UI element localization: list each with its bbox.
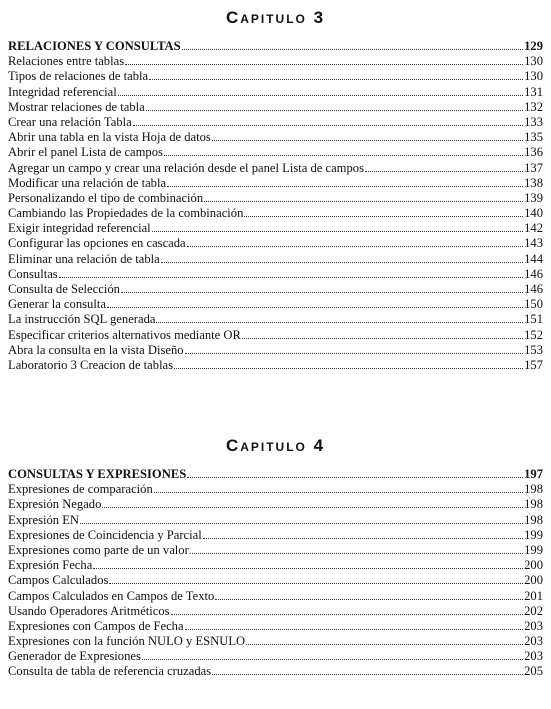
dot-leader: [164, 155, 523, 156]
toc-entry-title: Integridad referencial: [8, 84, 117, 99]
toc-entry: [8, 558, 543, 573]
dot-leader: [154, 492, 523, 493]
toc-entry-page-number: 138: [524, 175, 543, 190]
toc-entry-title: Configurar las opciones en cascada: [8, 236, 186, 251]
dot-leader: [174, 368, 523, 369]
toc-entry-title: Laboratorio 3 Creacion de tablas: [8, 357, 174, 372]
toc-entry-page-number: 201: [524, 588, 543, 603]
dot-leader: [93, 568, 523, 569]
chapter-3-toc: [8, 39, 543, 373]
dot-leader: [102, 507, 523, 508]
dot-leader: [365, 171, 523, 172]
toc-entry: [8, 664, 543, 679]
toc-entry: [8, 267, 543, 282]
toc-entry-title: Usando Operadores Aritméticos: [8, 603, 170, 618]
toc-entry-page-number: 130: [524, 54, 543, 69]
toc-entry-title: Campos Calculados en Campos de Texto: [8, 588, 215, 603]
chapter-4-title: Capitulo 4: [225, 436, 326, 455]
dot-leader: [167, 186, 523, 187]
toc-entry-title: Crear una relación Tabla: [8, 114, 132, 129]
chapter-3-section: [8, 8, 543, 373]
toc-entry: [8, 589, 543, 604]
chapter-3-title: Capitulo 3: [225, 8, 326, 27]
toc-entry: [8, 604, 543, 619]
dot-leader: [118, 95, 523, 96]
toc-entry-title: Agregar un campo y crear una relación desde el panel Lista de campos: [8, 160, 364, 175]
toc-entry-page-number: 198: [524, 512, 543, 527]
toc-entry: [8, 328, 543, 343]
toc-entry-title: Expresión EN: [8, 512, 79, 527]
dot-leader: [80, 523, 523, 524]
toc-entry-page-number: 133: [524, 114, 543, 129]
toc-entry-title: Relaciones entre tablas: [8, 54, 125, 69]
toc-section-heading: [8, 467, 543, 482]
toc-entry: [8, 282, 543, 297]
dot-leader: [185, 629, 524, 630]
toc-entry-title: Expresiones de Coincidencia y Parcial: [8, 527, 202, 542]
toc-entry-page-number: 137: [524, 160, 543, 175]
toc-entry: [8, 343, 543, 358]
toc-entry: [8, 236, 543, 251]
toc-entry: [8, 528, 543, 543]
toc-entry-page-number: 157: [524, 357, 543, 372]
dot-leader: [215, 599, 523, 600]
toc-entry-title: Generador de Expresiones: [8, 649, 141, 664]
toc-entry: [8, 115, 543, 130]
chapter-4-section: [8, 436, 543, 680]
dot-leader: [109, 583, 523, 584]
toc-entry: [8, 191, 543, 206]
toc-entry-page-number: 203: [524, 649, 543, 664]
toc-entry: [8, 358, 543, 373]
dot-leader: [182, 49, 523, 50]
toc-entry-page-number: 140: [524, 206, 543, 221]
toc-entry-title: Expresión Negado: [8, 497, 102, 512]
dot-leader: [244, 216, 523, 217]
dot-leader: [203, 538, 523, 539]
toc-entry: [8, 161, 543, 176]
toc-entry-page-number: 129: [524, 39, 543, 53]
toc-entry-page-number: 135: [524, 130, 543, 145]
toc-entry-title: Generar la consulta: [8, 297, 106, 312]
toc-entry-title: Eliminar una relación de tabla: [8, 251, 160, 266]
dot-leader: [171, 614, 524, 615]
toc-entry-title: Abra la consulta en la vista Diseño: [8, 342, 184, 357]
toc-entry-page-number: 142: [524, 221, 543, 236]
toc-entry-title: CONSULTAS Y EXPRESIONES: [8, 467, 187, 481]
toc-entry-title: Expresiones de comparación: [8, 482, 153, 497]
dot-leader: [204, 201, 523, 202]
dot-leader: [133, 125, 523, 126]
toc-entry-page-number: 198: [524, 497, 543, 512]
dot-leader: [246, 644, 523, 645]
toc-entry-page-number: 197: [524, 467, 543, 481]
toc-entry-page-number: 200: [524, 573, 543, 588]
toc-entry-page-number: 132: [524, 99, 543, 114]
toc-entry-page-number: 136: [524, 145, 543, 160]
dot-leader: [156, 322, 523, 323]
dot-leader: [187, 246, 523, 247]
toc-entry: [8, 312, 543, 327]
dot-leader: [212, 674, 523, 675]
toc-entry-title: Consultas: [8, 266, 58, 281]
toc-entry: [8, 221, 543, 236]
dot-leader: [149, 79, 523, 80]
toc-entry-page-number: 151: [524, 312, 543, 327]
toc-entry-page-number: 146: [524, 266, 543, 281]
toc-entry-title: Consulta de Selección: [8, 282, 120, 296]
toc-entry-page-number: 146: [524, 282, 543, 296]
dot-leader: [142, 659, 523, 660]
dot-leader: [161, 262, 523, 263]
toc-entry: [8, 543, 543, 558]
toc-section-heading: [8, 39, 543, 54]
toc-entry: [8, 573, 543, 588]
toc-entry-page-number: 199: [524, 527, 543, 542]
toc-entry-title: La instrucción SQL generada: [8, 312, 156, 327]
toc-entry-page-number: 153: [524, 342, 543, 357]
toc-entry: [8, 206, 543, 221]
dot-leader: [59, 277, 523, 278]
toc-entry-title: RELACIONES Y CONSULTAS: [8, 39, 181, 53]
dot-leader: [107, 307, 523, 308]
toc-entry-title: Expresiones con Campos de Fecha: [8, 618, 184, 633]
toc-entry: [8, 130, 543, 145]
toc-entry-title: Personalizando el tipo de combinación: [8, 190, 204, 205]
dot-leader: [125, 64, 523, 65]
toc-entry-page-number: 150: [524, 297, 543, 312]
toc-entry-title: Abrir una tabla en la vista Hoja de datos: [8, 130, 211, 145]
toc-entry-page-number: 130: [524, 69, 543, 84]
toc-entry-page-number: 203: [524, 618, 543, 633]
toc-entry-page-number: 203: [524, 634, 543, 649]
dot-leader: [187, 477, 523, 478]
toc-entry-title: Expresión Fecha: [8, 558, 93, 573]
toc-entry: [8, 69, 543, 84]
toc-entry-title: Expresiones como parte de un valor: [8, 542, 189, 557]
toc-entry-page-number: 200: [524, 558, 543, 573]
toc-entry: [8, 297, 543, 312]
toc-entry: [8, 619, 543, 634]
toc-entry-page-number: 144: [524, 251, 543, 266]
toc-entry-page-number: 205: [524, 664, 543, 679]
toc-entry-title: Modificar una relación de tabla: [8, 175, 167, 190]
toc-entry: [8, 482, 543, 497]
toc-entry: [8, 54, 543, 69]
toc-entry-title: Campos Calculados: [8, 573, 109, 588]
toc-entry-title: Mostrar relaciones de tabla: [8, 99, 145, 114]
toc-entry-title: Expresiones con la función NULO y ESNULO: [8, 634, 246, 649]
toc-entry: [8, 649, 543, 664]
dot-leader: [185, 353, 524, 354]
toc-entry: [8, 497, 543, 512]
toc-entry-page-number: 202: [524, 603, 543, 618]
toc-entry-title: Exigir integridad referencial: [8, 221, 151, 236]
toc-entry: [8, 252, 543, 267]
toc-entry: [8, 176, 543, 191]
toc-entry-page-number: 152: [524, 327, 543, 342]
dot-leader: [242, 338, 523, 339]
toc-entry-title: Cambiando las Propiedades de la combinación: [8, 206, 244, 221]
dot-leader: [190, 553, 523, 554]
toc-entry: [8, 145, 543, 160]
toc-entry-page-number: 139: [524, 190, 543, 205]
toc-entry: [8, 513, 543, 528]
toc-entry-page-number: 131: [524, 84, 543, 99]
toc-entry-page-number: 198: [524, 482, 543, 497]
toc-entry-title: Tipos de relaciones de tabla: [8, 69, 149, 84]
toc-entry-title: Consulta de tabla de referencia cruzadas: [8, 664, 212, 679]
toc-entry: [8, 85, 543, 100]
toc-entry-title: Especificar criterios alternativos mediante OR: [8, 327, 241, 342]
toc-entry-title: Abrir el panel Lista de campos: [8, 145, 163, 160]
toc-entry: [8, 634, 543, 649]
dot-leader: [152, 231, 523, 232]
chapter-4-toc: [8, 467, 543, 680]
toc-entry: [8, 100, 543, 115]
toc-entry-page-number: 199: [524, 542, 543, 557]
toc-entry-page-number: 143: [524, 236, 543, 251]
dot-leader: [146, 110, 523, 111]
dot-leader: [121, 292, 523, 293]
dot-leader: [212, 140, 523, 141]
